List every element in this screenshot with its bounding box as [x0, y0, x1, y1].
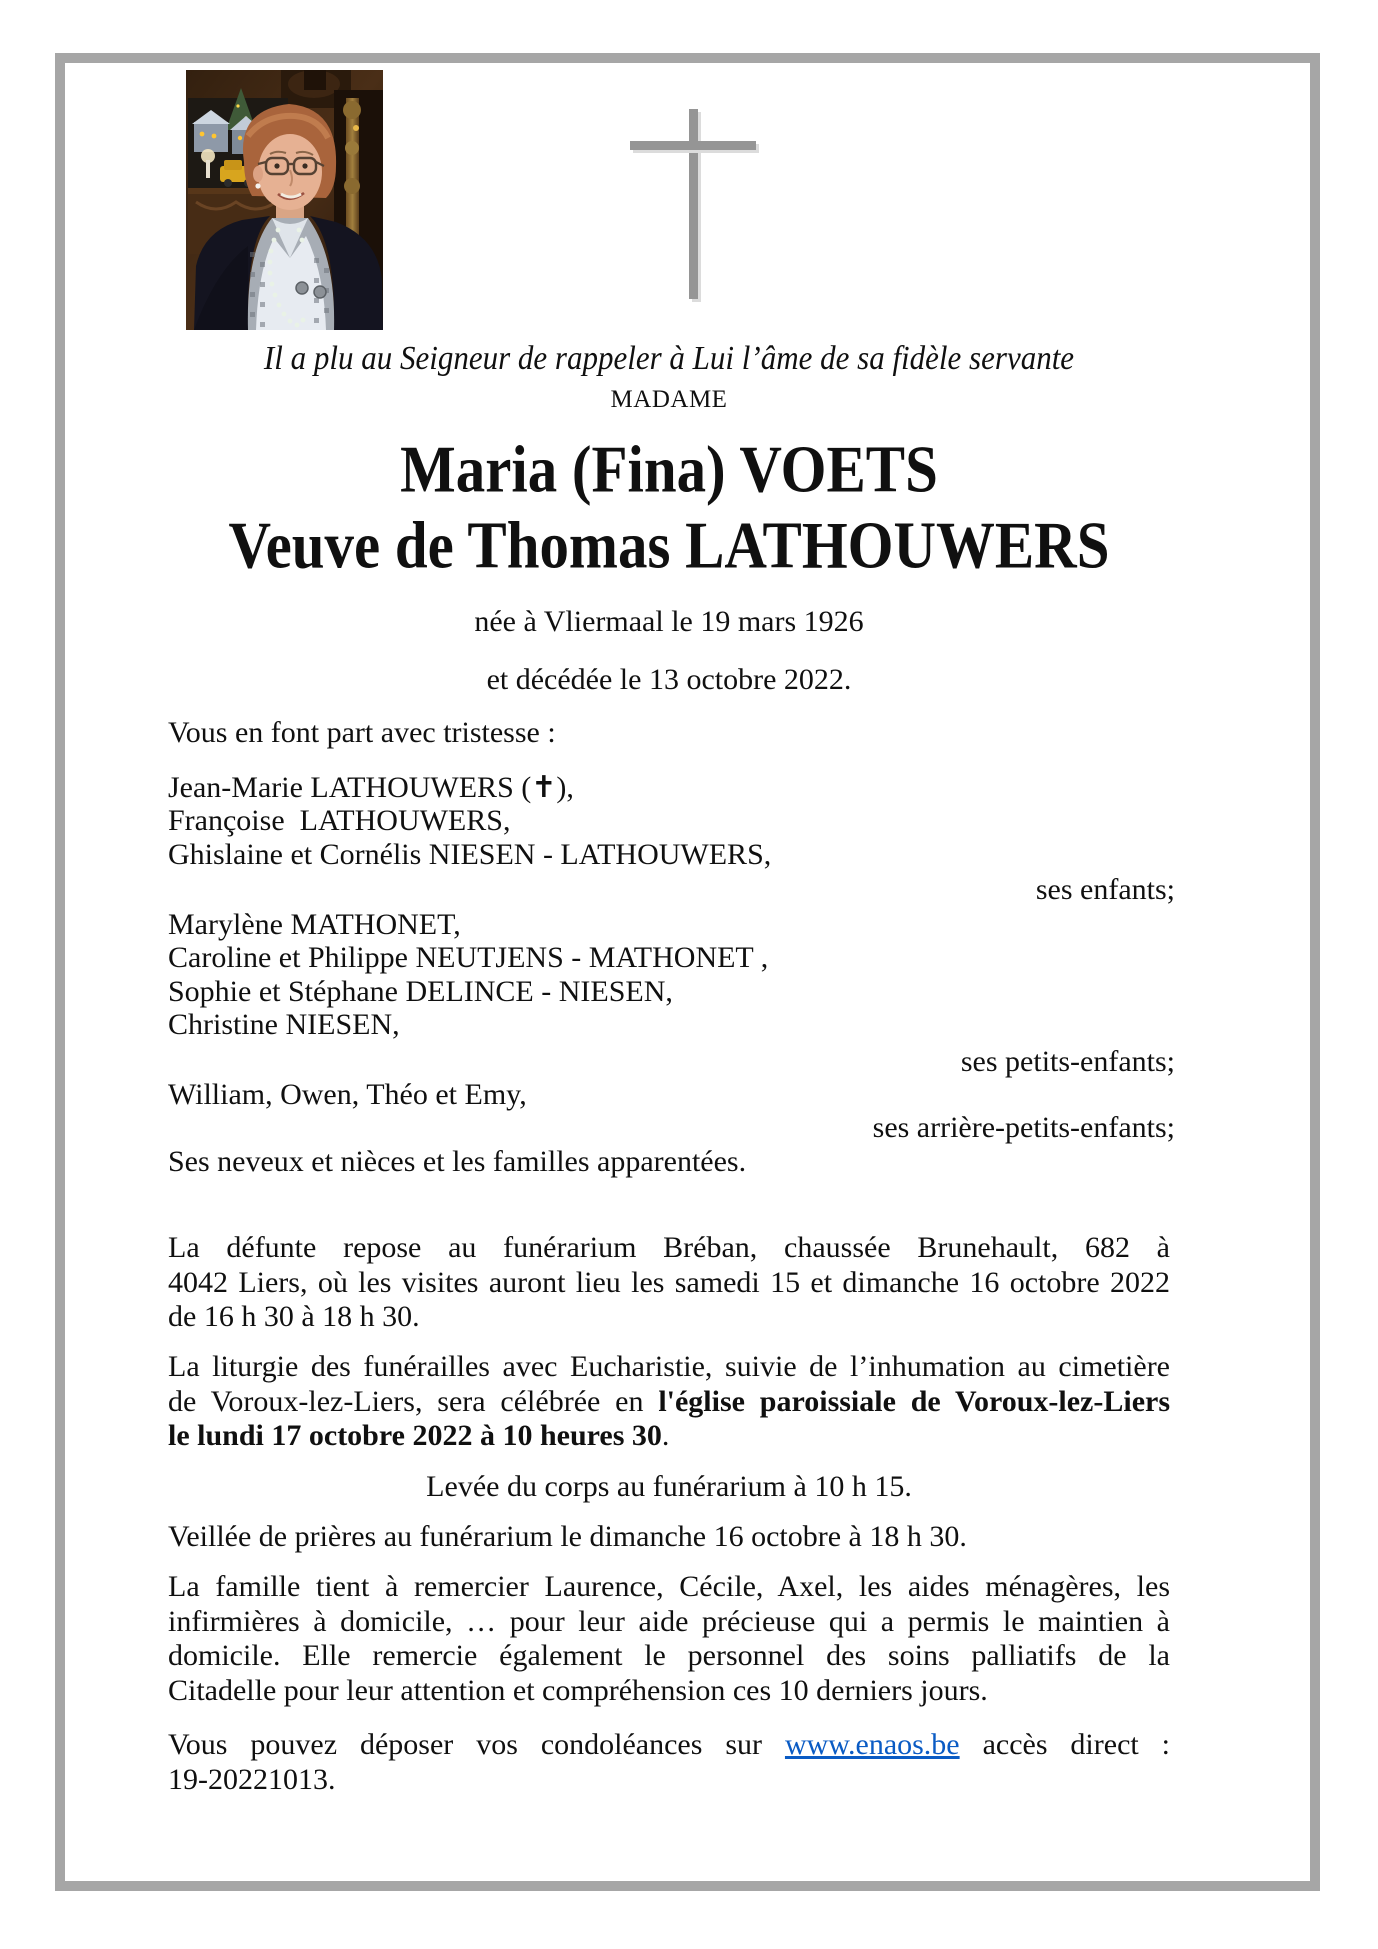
liturgy-normal-text: de Voroux-lez-Liers, sera célébrée en — [168, 1384, 659, 1418]
liturgy-end-period: . — [661, 1419, 670, 1452]
memorial-cross-icon — [630, 141, 756, 150]
repose-paragraph — [168, 1231, 1170, 1335]
grandchildren-label: ses petits-enfants; — [960, 1045, 1175, 1078]
grandchildren-list — [168, 908, 1170, 1042]
condolences-suffix: accès direct : — [959, 1728, 1170, 1761]
liturgy-line — [168, 1419, 1170, 1454]
thanks-line: infirmières à domicile, … pour leur aide précieuse qui a permis le maintien à — [168, 1604, 1170, 1638]
liturgy-line: La liturgie des funérailles avec Eucharistie, suivie de l’inhumation au cimetière — [168, 1350, 1170, 1383]
thanks-line: La famille tient à remercier Laurence, Cécile, Axel, les aides ménagères, les — [168, 1570, 1170, 1603]
birth-line: née à Vliermaal le 19 mars 1926 — [474, 605, 864, 638]
veillee-line: Veillée de prières au funérarium le dimanche 16 octobre à 18 h 30. — [168, 1520, 967, 1553]
family-member-line: Sophie et Stéphane DELINCE - NIESEN, — [168, 974, 673, 1008]
family-member-line: Caroline et Philippe NEUTJENS - MATHONET , — [168, 941, 769, 975]
liturgy-bold-text: l'église paroissiale de Voroux-lez-Liers — [658, 1384, 1170, 1418]
widow-line: Veuve de Thomas LATHOUWERS — [228, 509, 1110, 583]
children-label: ses enfants; — [1035, 873, 1175, 906]
levee-line: Levée du corps au funérarium à 10 h 15. — [426, 1470, 912, 1503]
relatives-line: Ses neveux et nièces et les familles apparentées. — [168, 1145, 747, 1178]
family-member-line: Christine NIESEN, — [168, 1008, 400, 1042]
liturgy-line — [168, 1385, 1170, 1420]
announce-line: Vous en font part avec tristesse : — [168, 716, 556, 749]
repose-line: 4042 Liers, où les visites auront lieu les samedi 15 et dimanche 16 octobre 2022 — [168, 1265, 1170, 1299]
thanks-paragraph — [168, 1570, 1170, 1708]
title-prefix: MADAME — [610, 386, 728, 413]
thanks-line: domicile. Elle remercie également le personnel des soins palliatifs de la — [168, 1639, 1170, 1672]
liturgy-bold-text: le lundi 17 octobre 2022 à 10 heures 30 — [168, 1419, 662, 1452]
death-line: et décédée le 13 octobre 2022. — [486, 663, 852, 696]
children-list — [168, 771, 1170, 871]
great-grandchildren-line: William, Owen, Théo et Emy, — [168, 1078, 527, 1111]
family-member-line: Jean-Marie LATHOUWERS (✝), — [168, 771, 574, 804]
deceased-name: Maria (Fina) VOETS — [400, 433, 938, 507]
enaos-link[interactable]: www.enaos.be — [784, 1728, 960, 1761]
intro-line: Il a plu au Seigneur de rappeler à Lui l’âme de sa fidèle servante — [263, 338, 1075, 377]
condolences-prefix: Vous pouvez déposer vos condoléances sur — [168, 1728, 785, 1761]
memorial-cross-icon — [689, 109, 698, 299]
family-member-line: Ghislaine et Cornélis NIESEN - LATHOUWERS, — [168, 837, 772, 871]
thanks-line: Citadelle pour leur attention et compréhension ces 10 derniers jours. — [168, 1673, 988, 1707]
family-member-line: Françoise LATHOUWERS, — [168, 804, 511, 838]
repose-line: La défunte repose au funérarium Bréban, chaussée Brunehault, 682 à — [168, 1231, 1170, 1264]
condolences-line — [168, 1728, 1170, 1763]
great-grandchildren-label: ses arrière-petits-enfants; — [872, 1111, 1175, 1144]
condolences-paragraph — [168, 1728, 1170, 1797]
condolences-ref: 19-20221013. — [168, 1762, 336, 1796]
liturgy-paragraph — [168, 1350, 1170, 1454]
family-member-line: Marylène MATHONET, — [168, 908, 461, 941]
repose-line: de 16 h 30 à 18 h 30. — [168, 1300, 420, 1333]
portrait-photo — [186, 70, 383, 330]
